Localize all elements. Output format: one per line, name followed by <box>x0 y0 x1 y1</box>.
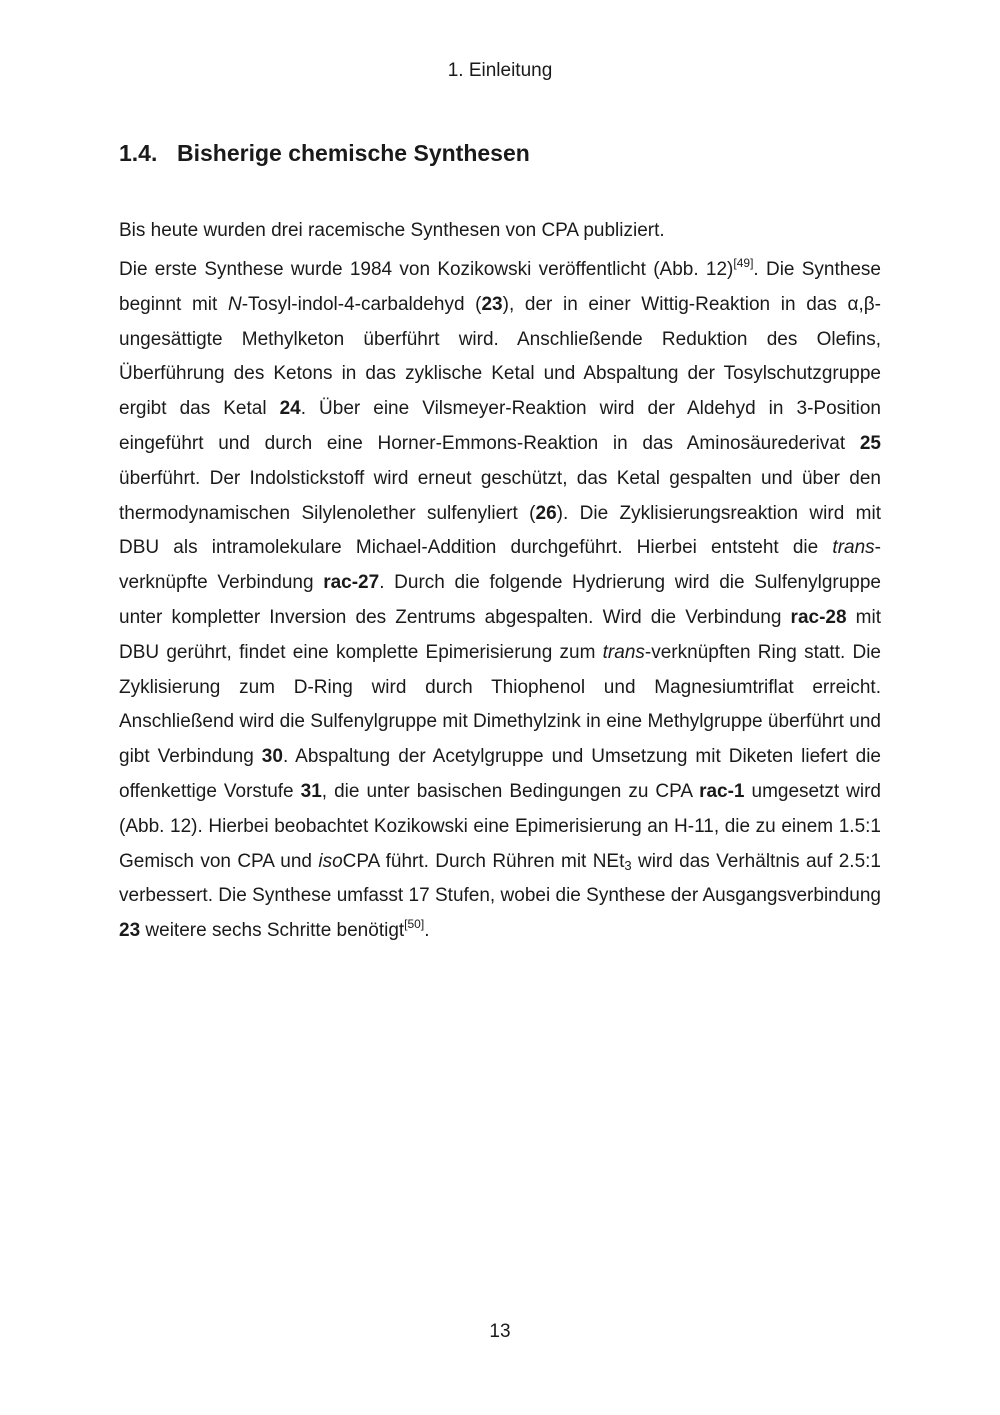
text-run: ), der in einer Wittig-Reaktion in das α,β-ungesättigte Methylketon überführt wird. Anschließende Reduktion des Olefins, Überführung des Ketons in das zyklische Ketal und Abspaltung der Tosylschutzgruppe ergibt das Ketal <box>119 293 881 420</box>
citation-ref-50: [50] <box>404 917 425 932</box>
section-number: 1.4. <box>119 140 158 166</box>
section-heading <box>119 138 530 168</box>
compound-24: 24 <box>279 398 301 420</box>
text-run: mit DBU gerührt, findet eine komplette Epimerisierung zum <box>119 606 882 663</box>
body-paragraph <box>119 253 881 949</box>
intro-sentence: Bis heute wurden drei racemische Synthesen von CPA publiziert. <box>119 220 665 241</box>
compound-23: 23 <box>481 293 503 315</box>
subscript-3: 3 <box>624 857 632 873</box>
text-run: -Tosyl-indol-4-carbaldehyd ( <box>241 293 482 315</box>
italic-n: N <box>227 293 242 315</box>
text-run: . Die Synthese beginnt mit <box>119 259 881 315</box>
compound-25: 25 <box>859 432 881 454</box>
section-title: Bisherige chemische Synthesen <box>177 140 530 166</box>
compound-30: 30 <box>261 746 283 768</box>
text-run: wird das Verhältnis auf 2.5:1 verbessert. Die Synthese umfasst 17 Stufen, wobei die Synthese der Ausgangsverbindung <box>119 850 881 907</box>
text-run: . Über eine Vilsmeyer-Reaktion wird der Aldehyd in 3-Position eingeführt und durch eine Horner-Emmons-Reaktion in das Aminosäurederivat <box>119 398 881 454</box>
compound-rac-1: rac-1 <box>699 780 745 802</box>
text-run: CPA führt. Durch Rühren mit NEt <box>342 850 625 872</box>
text-run: -verknüpften Ring statt. Die Zyklisierung zum D-Ring wird durch Thiophenol und Magnesiumtriflat erreicht. Anschließend wird die Sulfenylgruppe mit Dimethylzink in eine Methylgruppe überführt und gibt Verbindung <box>119 641 882 768</box>
text-run: ). Die Zyklisierungsreaktion wird mit DBU als intramolekulare Michael-Addition durchgeführt. Hierbei entsteht die <box>119 502 881 559</box>
page-number: 13 <box>489 1321 511 1342</box>
compound-23: 23 <box>119 920 141 942</box>
compound-rac-27: rac-27 <box>323 572 380 594</box>
italic-trans: trans <box>602 641 645 663</box>
text-run: überführt. Der Indolstickstoff wird erneut geschützt, das Ketal gespalten und über den thermodynamischen Silylenolether sulfenyliert ( <box>119 467 881 524</box>
text-run: umgesetzt wird (Abb. 12). Hierbei beobachtet Kozikowski eine Epimerisierung an H-11, die zu einem 1.5:1 Gemisch von CPA und <box>119 780 882 872</box>
italic-iso: iso <box>318 850 343 872</box>
citation-ref-49: [49] <box>733 256 754 270</box>
compound-rac-28: rac-28 <box>790 606 847 628</box>
running-header: 1. Einleitung <box>447 60 553 81</box>
compound-26: 26 <box>535 502 557 524</box>
italic-trans: trans <box>832 537 875 559</box>
text-run: . Abspaltung der Acetylgruppe und Umsetzung mit Diketen liefert die offenkettige Vorstufe <box>119 746 881 802</box>
text-run: . <box>424 920 430 942</box>
text-run: -verknüpfte Verbindung <box>119 537 881 594</box>
text-run: weitere sechs Schritte benötigt <box>140 920 405 942</box>
text-run: . Durch die folgende Hydrierung wird die Sulfenylgruppe unter kompletter Inversion des Zentrums abgespalten. Wird die Verbindung <box>119 572 881 628</box>
text-run: Die erste Synthese wurde 1984 von Kozikowski veröffentlicht (Abb. 12) <box>119 259 734 280</box>
text-run: , die unter basischen Bedingungen zu CPA <box>321 780 700 802</box>
compound-31: 31 <box>300 780 322 802</box>
